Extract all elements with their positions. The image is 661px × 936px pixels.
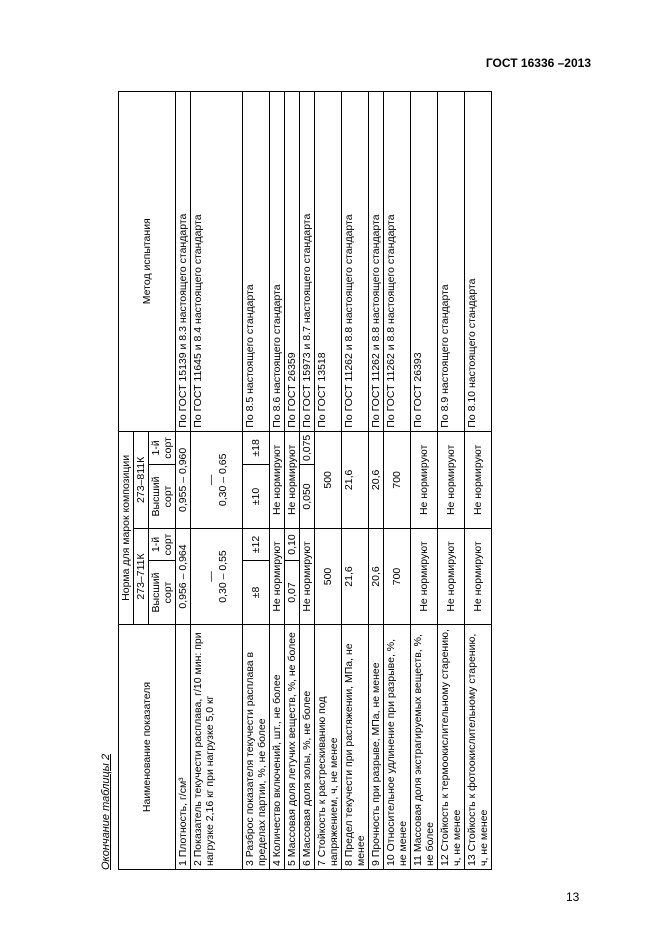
col-header-norm: Норма для марок композиции [119,431,134,624]
table-row [342,91,369,869]
col-header-grade2: 273–811К [134,431,149,528]
row-name: 10 Относительное удлинение при разрыве, %, не менее [384,625,411,870]
row-method: По 8.9 настоящего стандарта [438,91,465,431]
value: 21,6 [342,431,369,528]
row-name: 8 Предел текучести при растяжении, МПа, не менее [342,625,369,870]
row-method: По ГОСТ 11262 и 8.8 настоящего стандарта [384,91,411,431]
row-method: По 8.10 настоящего стандарта [465,91,492,431]
row-name: 9 Прочность при разрыве, МПа, не менее [369,625,384,870]
row-method: По 8.6 настоящего стандарта [270,91,285,431]
col-header-first-2: 1-й сорт [149,431,176,464]
value: ±8 [243,561,270,625]
value: Не нормируют [411,529,438,625]
col-header-method: Метод испытания [119,91,176,431]
table-row [369,91,384,869]
row-name: 1 Плотность, г/см³ [176,625,191,870]
value: 0,955 – 0,960 [176,431,191,528]
row-name: 12 Стойкость к термоокислительному старению, ч, не менее [438,625,465,870]
row-name: 5 Массовая доля летучих веществ, %, не более [285,625,300,870]
row-method: По ГОСТ 13518 [315,91,342,431]
value: Не нормируют [285,431,300,528]
properties-table [118,91,492,870]
table-caption: Окончание таблицы 2 [100,753,112,870]
row-name: 13 Стойкость к фотоокислительному старению, ч, не менее [465,625,492,870]
value: 500 [315,529,342,625]
row-name: 2 Показатель текучести расплава, г/10 мин: при нагрузке 2,16 кг при нагрузке 5,0 кг [191,625,243,870]
row-method: По ГОСТ 11645 и 8.4 настоящего стандарта [191,91,243,431]
col-header-top-1: Высший сорт [149,561,176,625]
value: 20,6 [369,431,384,528]
value: Не нормируют [270,529,285,625]
value: 20,6 [369,529,384,625]
value: 700 [384,431,411,528]
table-row [243,91,270,869]
row-name: 7 Стойкость к растрескиванию под напряжением, ч, не менее [315,625,342,870]
value: 0,075 [300,431,315,464]
col-header-name: Наименование показателя [119,625,176,870]
row-name: 6 Массовая доля золы, %, не более [300,625,315,870]
row-method: По ГОСТ 15139 и 8.3 настоящего стандарта [176,91,191,431]
value: Не нормируют [411,431,438,528]
row-method: По ГОСТ 26393 [411,91,438,431]
table-row [411,91,438,869]
col-header-first-1: 1-й сорт [149,529,176,561]
value: ±18 [243,431,270,464]
value: Не нормируют [465,529,492,625]
row-method: По ГОСТ 26359 [285,91,300,431]
standard-header: ГОСТ 16336 –2013 [485,56,591,70]
value: 0,10 [285,529,300,561]
table-row [465,91,492,869]
row-name: 3 Разброс показателя текучести расплава в пределах партии, %, не более [243,625,270,870]
value: ±12 [243,529,270,561]
value: Не нормируют [465,431,492,528]
row-method: По ГОСТ 11262 и 8.8 настоящего стандарта [342,91,369,431]
row-method: По 8.5 настоящего стандарта [243,91,270,431]
value: 500 [315,431,342,528]
value: 0,050 [300,465,315,529]
table-row [285,91,300,869]
table-row [438,91,465,869]
value: 0,07 [285,561,300,625]
value: 0,956 – 0,964 [176,529,191,625]
row-name: 11 Массовая доля экстрагируемых веществ, %, не более [411,625,438,870]
row-method: По ГОСТ 15973 и 8.7 настоящего стандарта [300,91,315,431]
value: Не нормируют [438,431,465,528]
value: 21,6 [342,529,369,625]
table-row [300,91,315,869]
table-row [270,91,285,869]
value: — 0,30 – 0,55 [191,529,243,625]
page-number: 13 [566,890,580,904]
col-header-top-2: Высший сорт [149,465,176,529]
value: 700 [384,529,411,625]
table-row [191,91,243,869]
value: Не нормируют [270,431,285,528]
col-header-grade1: 273–711К [134,529,149,625]
value: Не нормируют [438,529,465,625]
table-rotated-container [100,70,580,870]
value: — 0,30 – 0,65 [191,431,243,528]
table-row [176,91,191,869]
value: ±10 [243,465,270,529]
row-name: 4 Количество включений, шт., не более [270,625,285,870]
row-method: По ГОСТ 11262 и 8.8 настоящего стандарта [369,91,384,431]
value: Не нормируют [300,529,315,625]
table-row [315,91,342,869]
table-row [384,91,411,869]
